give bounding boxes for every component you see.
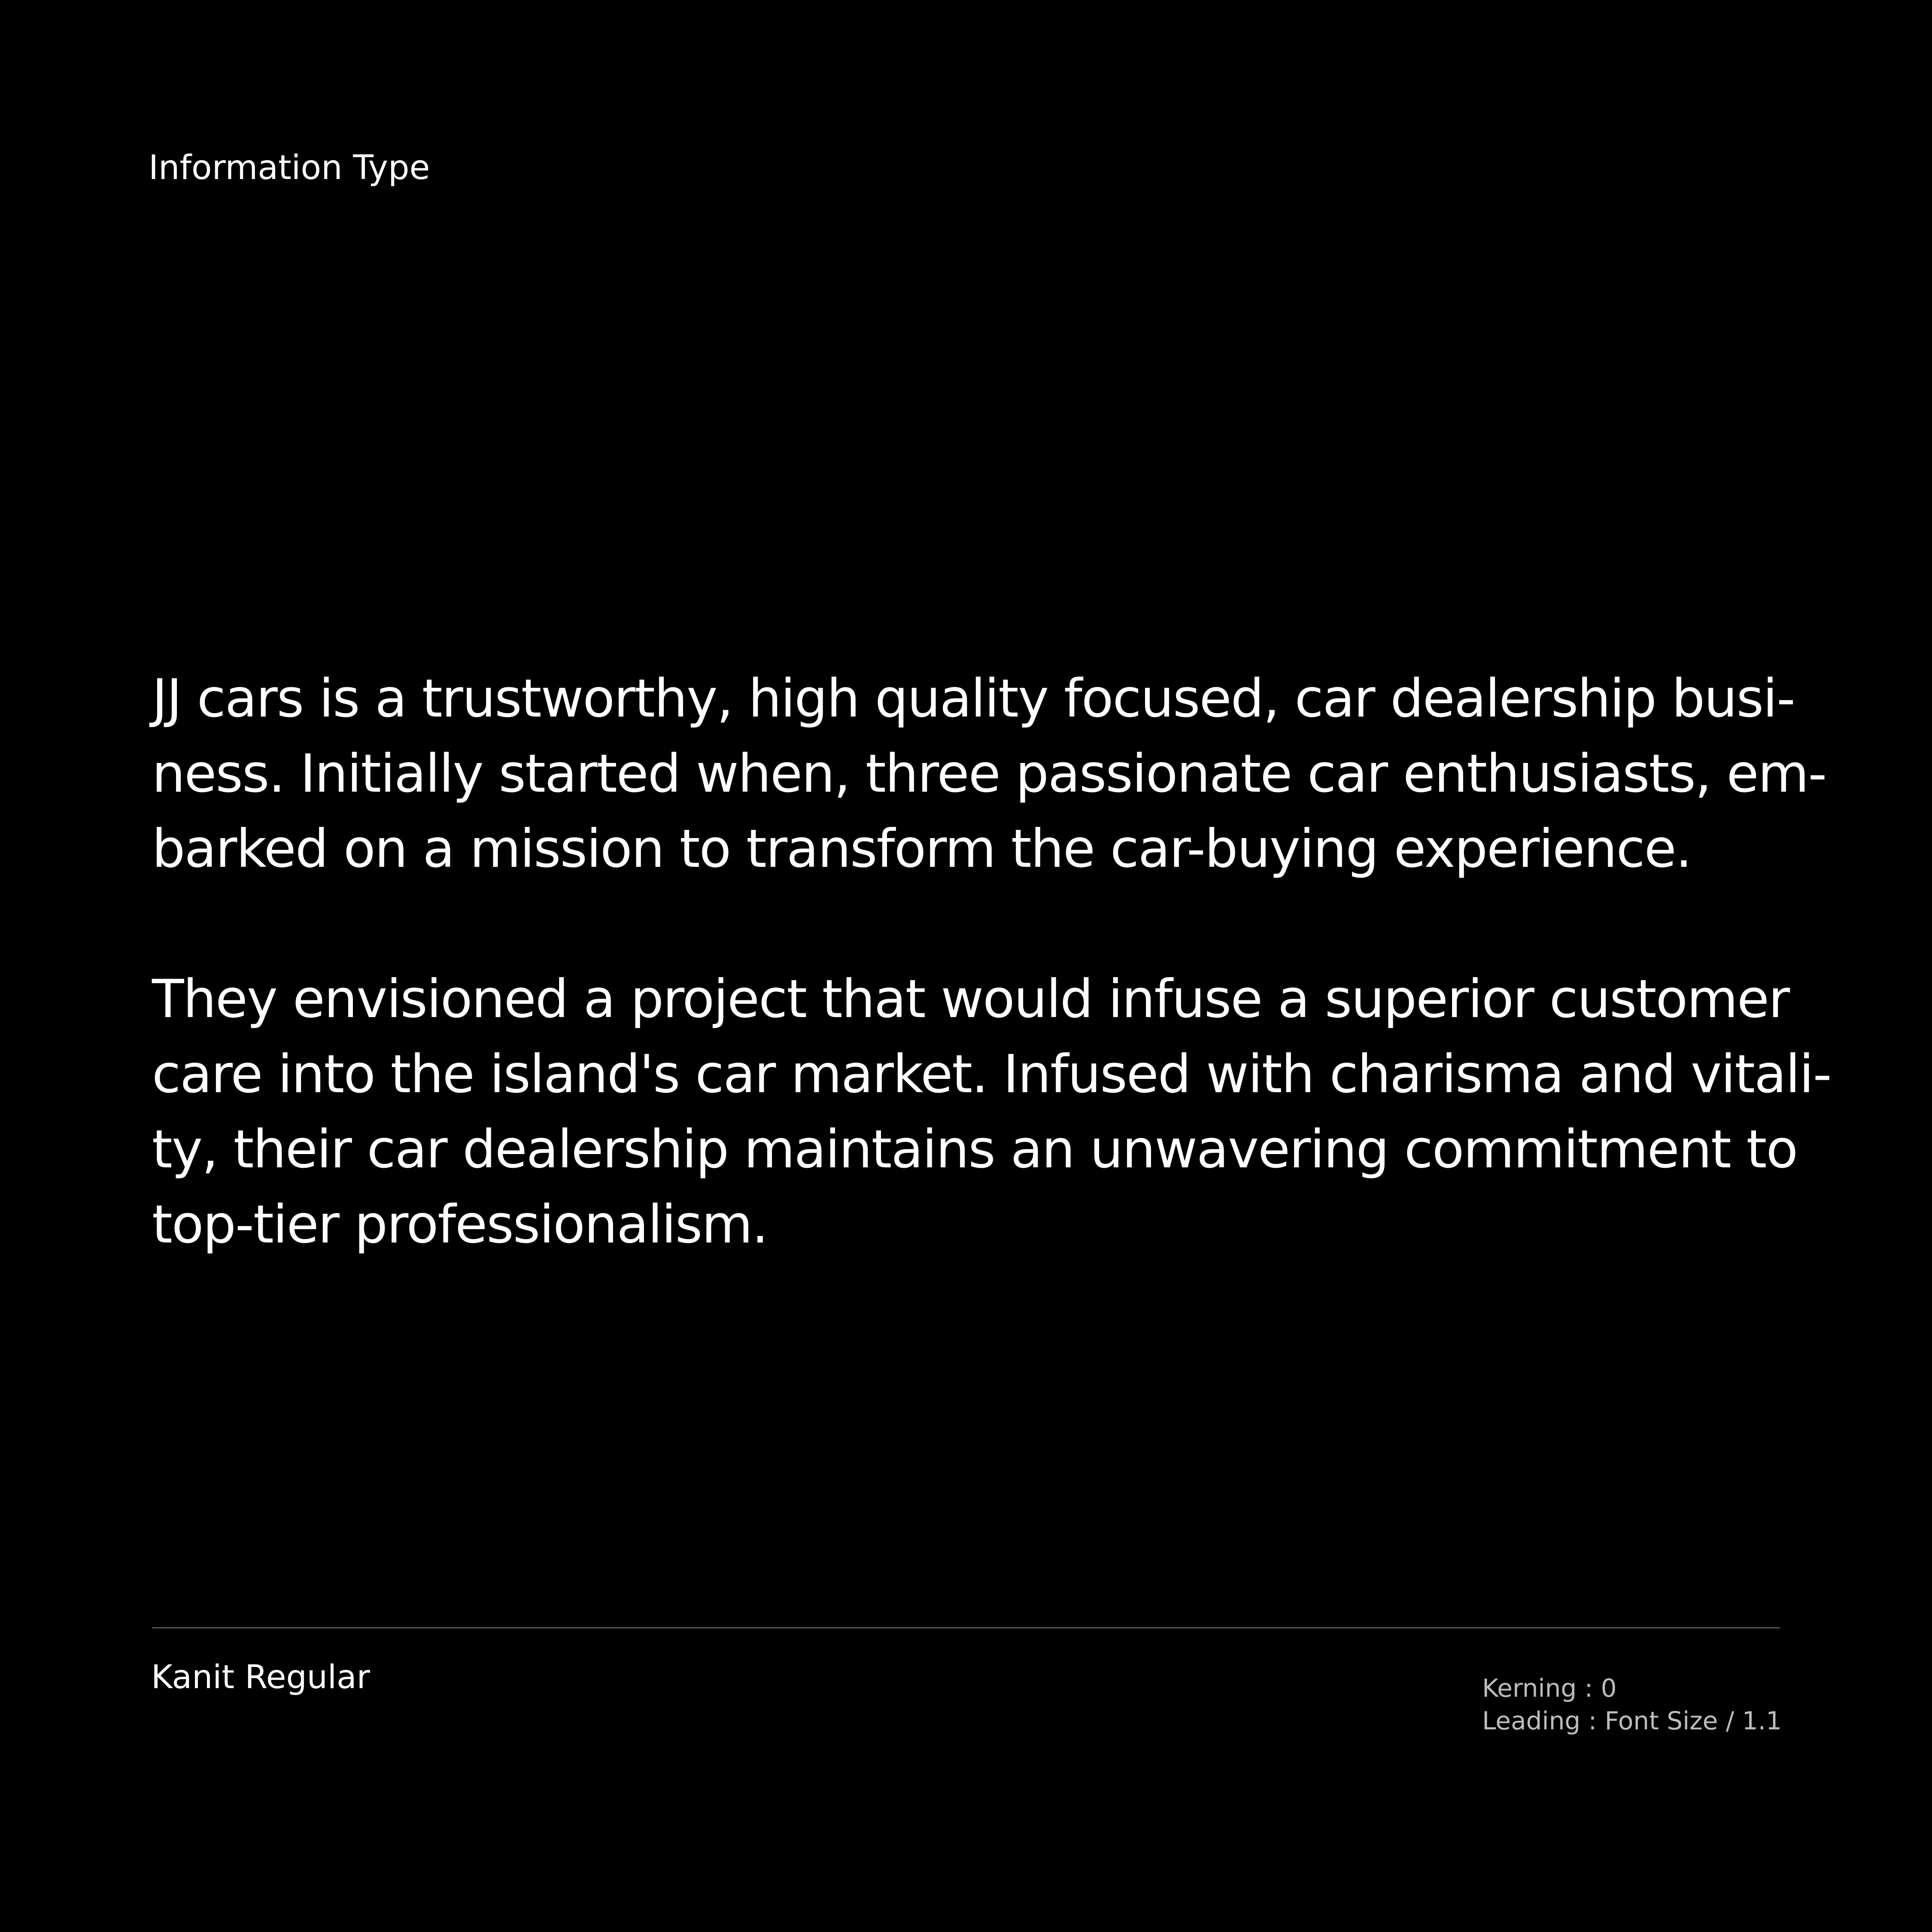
paragraph-2-line-2: care into the island's car market. Infused with charisma and vitali- xyxy=(152,1044,1831,1105)
paragraph-2-line-3: ty, their car dealership maintains an unwavering commitment to xyxy=(152,1119,1798,1180)
page-title: Information Type xyxy=(149,149,430,187)
type-specs xyxy=(1482,1672,1782,1737)
paragraph-1-line-1: JJ cars is a trustworthy, high quality focused, car dealership busi- xyxy=(152,668,1795,729)
paragraph-2-line-4: top-tier professionalism. xyxy=(152,1194,768,1255)
paragraph-2-line-1: They envisioned a project that would infuse a superior customer xyxy=(152,969,1789,1030)
leading-spec: Leading : Font Size / 1.1 xyxy=(1482,1706,1782,1735)
font-name: Kanit Regular xyxy=(151,1658,370,1696)
footer-divider xyxy=(152,1627,1780,1628)
paragraph-1 xyxy=(152,661,1826,887)
paragraph-2 xyxy=(152,962,1831,1262)
paragraph-1-line-3: barked on a mission to transform the car-buying experience. xyxy=(152,818,1692,879)
kerning-spec: Kerning : 0 xyxy=(1482,1674,1617,1703)
body-copy xyxy=(152,661,1831,1262)
paragraph-1-line-2: ness. Initially started when, three passionate car enthusiasts, em- xyxy=(152,743,1826,804)
